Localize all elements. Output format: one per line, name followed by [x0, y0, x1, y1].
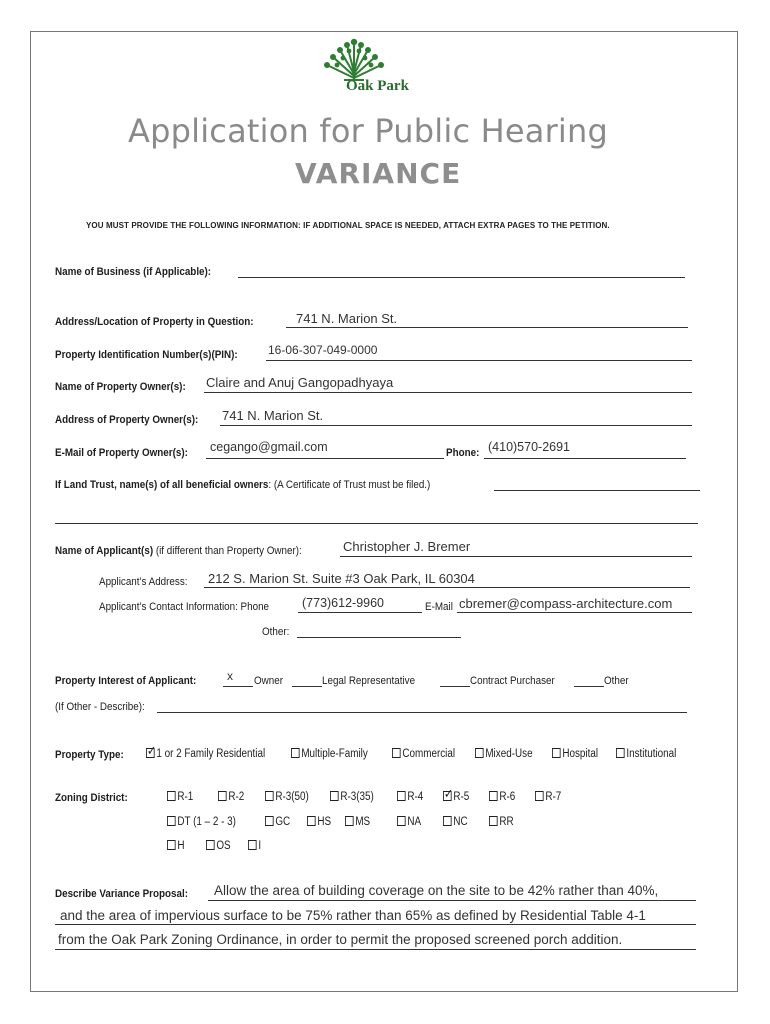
address-value: 741 N. Marion St.: [296, 311, 398, 326]
zoning-option-label: MS: [355, 816, 371, 828]
zoning-option[interactable]: [535, 791, 561, 803]
property-type-checkbox[interactable]: [146, 748, 155, 758]
interest-label: Property Interest of Applicant:: [55, 675, 197, 687]
zoning-option-label: GC: [275, 816, 291, 828]
property-type-option-label: Mixed-Use: [485, 748, 533, 760]
property-type-option[interactable]: [291, 748, 368, 760]
zoning-option[interactable]: [248, 840, 261, 852]
zoning-option-label: NA: [407, 816, 422, 828]
zoning-checkbox[interactable]: [345, 816, 354, 826]
variance-line-2: and the area of impervious surface to be 75% rather than 65% as defined by Residential Table 4-1: [60, 908, 646, 923]
zoning-option-label: H: [177, 840, 185, 852]
land-trust-input[interactable]: [494, 490, 700, 491]
oak-park-tree-logo: [318, 36, 390, 82]
property-type-option-label: Institutional: [626, 748, 677, 760]
zoning-option[interactable]: [167, 840, 184, 852]
owner-value: Claire and Anuj Gangopadhyaya: [206, 375, 394, 390]
zoning-checkbox[interactable]: [248, 840, 257, 850]
owner-label: Name of Property Owner(s):: [55, 381, 186, 393]
pin-label: Property Identification Number(s)(PIN):: [55, 349, 238, 361]
zoning-option-label: R-6: [499, 791, 516, 803]
zoning-checkbox[interactable]: [167, 816, 176, 826]
contact-label: Applicant’s Contact Information: Phone: [99, 601, 270, 613]
page-title: Application for Public Hearing: [128, 112, 609, 150]
zoning-option-label: R-7: [545, 791, 562, 803]
business-input[interactable]: [238, 277, 685, 278]
property-type-checkbox[interactable]: [291, 748, 300, 758]
zoning-option[interactable]: [443, 791, 469, 803]
zoning-option[interactable]: [265, 791, 309, 803]
contact-phone-input[interactable]: [298, 612, 422, 613]
interest-other-label: Other: [604, 675, 629, 687]
phone-label: Phone:: [446, 447, 480, 459]
zoning-checkbox[interactable]: [218, 791, 227, 801]
page-subtitle: VARIANCE: [295, 157, 462, 190]
owner-email-input[interactable]: [206, 458, 444, 459]
property-type-option[interactable]: [475, 748, 533, 760]
zoning-option[interactable]: [489, 791, 515, 803]
address-label: Address/Location of Property in Question:: [55, 316, 254, 328]
property-type-checkbox[interactable]: [392, 748, 401, 758]
zoning-option-label: NC: [453, 816, 468, 828]
zoning-option-label: HS: [317, 816, 332, 828]
zoning-option[interactable]: [307, 816, 331, 828]
property-type-checkbox[interactable]: [616, 748, 625, 758]
zoning-option-label: R-5: [453, 791, 470, 803]
interest-owner-label: Owner: [254, 675, 283, 687]
pin-value: 16-06-307-049-0000: [268, 343, 378, 357]
variance-input-2[interactable]: [55, 924, 696, 925]
zoning-option-label: R-2: [228, 791, 245, 803]
owner-input[interactable]: [204, 392, 692, 393]
property-type-option[interactable]: [616, 748, 676, 760]
zoning-option[interactable]: [489, 816, 514, 828]
zoning-option[interactable]: [167, 791, 193, 803]
email-label: E-Mail: [425, 601, 453, 613]
phone-value: (410)570-2691: [488, 440, 571, 454]
describe-other-input[interactable]: [157, 712, 687, 713]
zoning-label: Zoning District:: [55, 792, 128, 804]
zoning-checkbox[interactable]: [489, 791, 498, 801]
applicant-address-value: 212 S. Marion St. Suite #3 Oak Park, IL 60304: [208, 571, 475, 586]
contact-phone-value: (773)612-9960: [302, 596, 385, 610]
zoning-option[interactable]: [218, 791, 244, 803]
zoning-option[interactable]: [265, 816, 290, 828]
zoning-checkbox[interactable]: [397, 791, 406, 801]
zoning-option[interactable]: [443, 816, 468, 828]
zoning-checkbox[interactable]: [397, 816, 406, 826]
other-label: Other:: [262, 626, 290, 638]
variance-line-3: from the Oak Park Zoning Ordinance, in order to permit the proposed screened porch addition.: [58, 932, 623, 947]
interest-contract-blank[interactable]: [440, 686, 470, 687]
property-type-option-label: Hospital: [562, 748, 599, 760]
zoning-option-label: DT (1 – 2 - 3): [177, 816, 236, 828]
zoning-checkbox[interactable]: [167, 840, 176, 850]
property-type-checkbox[interactable]: [552, 748, 561, 758]
applicant-address-input[interactable]: [204, 587, 690, 588]
variance-input-1[interactable]: [208, 900, 696, 901]
zoning-option-label: R-4: [407, 791, 424, 803]
property-type-option-label: Multiple-Family: [301, 748, 368, 760]
interest-other-blank[interactable]: [574, 686, 604, 687]
property-type-option[interactable]: [146, 748, 265, 760]
zoning-option-label: I: [258, 840, 262, 852]
interest-legal-blank[interactable]: [292, 686, 322, 687]
variance-line-1: Allow the area of building coverage on the site to be 42% rather than 40%,: [214, 883, 659, 898]
applicant-value: Christopher J. Bremer: [343, 539, 471, 554]
zoning-checkbox[interactable]: [489, 816, 498, 826]
address-input[interactable]: [286, 327, 688, 328]
zoning-option[interactable]: [397, 791, 423, 803]
logo-text: Oak Park: [346, 78, 409, 94]
owner-email-label: E-Mail of Property Owner(s):: [55, 447, 188, 459]
zoning-option[interactable]: [167, 816, 236, 828]
owner-address-input[interactable]: [220, 425, 692, 426]
interest-legal-label: Legal Representative: [322, 675, 416, 687]
zoning-option[interactable]: [330, 791, 374, 803]
zoning-option[interactable]: [345, 816, 370, 828]
zoning-checkbox[interactable]: [330, 791, 339, 801]
property-type-option[interactable]: [392, 748, 455, 760]
business-label: Name of Business (if Applicable):: [55, 266, 212, 278]
zoning-option-label: RR: [499, 816, 514, 828]
property-type-option-label: Commercial: [402, 748, 456, 760]
interest-contract-label: Contract Purchaser: [470, 675, 555, 687]
variance-label: Describe Variance Proposal:: [55, 888, 188, 900]
contact-email-value: cbremer@compass-architecture.com: [459, 596, 673, 611]
zoning-checkbox[interactable]: [206, 840, 215, 850]
interest-owner-mark: x: [227, 669, 233, 683]
owner-address-label: Address of Property Owner(s):: [55, 414, 199, 426]
zoning-checkbox[interactable]: [307, 816, 316, 826]
contact-email-input[interactable]: [457, 612, 692, 613]
zoning-option-label: OS: [216, 840, 231, 852]
zoning-option-label: R-3(50): [275, 791, 309, 803]
zoning-option[interactable]: [397, 816, 421, 828]
interest-owner-blank[interactable]: [223, 686, 253, 687]
zoning-option-label: R-1: [177, 791, 194, 803]
notice-text: YOU MUST PROVIDE THE FOLLOWING INFORMATION: IF ADDITIONAL SPACE IS NEEDED, ATTACH EXTRA PAGES TO THE PETITION.: [86, 221, 610, 230]
zoning-option[interactable]: [206, 840, 231, 852]
property-type-option[interactable]: [552, 748, 598, 760]
variance-input-3[interactable]: [55, 949, 696, 950]
zoning-checkbox[interactable]: [265, 816, 274, 826]
describe-other-label: (If Other - Describe):: [55, 701, 145, 713]
zoning-checkbox[interactable]: [443, 816, 452, 826]
owner-address-value: 741 N. Marion St.: [222, 408, 324, 423]
land-trust-label: If Land Trust, name(s) of all beneficial owners: (A Certificate of Trust must be filed.): [55, 479, 431, 491]
zoning-option-label: R-3(35): [340, 791, 374, 803]
zoning-checkbox[interactable]: [443, 791, 452, 801]
applicant-address-label: Applicant’s Address:: [99, 576, 188, 588]
property-type-checkbox[interactable]: [475, 748, 484, 758]
zoning-checkbox[interactable]: [167, 791, 176, 801]
pin-input[interactable]: [266, 360, 692, 361]
other-input[interactable]: [297, 637, 461, 638]
zoning-checkbox[interactable]: [535, 791, 544, 801]
applicant-input[interactable]: [340, 556, 692, 557]
owner-email-value: cegango@gmail.com: [210, 440, 328, 454]
property-type-label: Property Type:: [55, 749, 124, 761]
property-type-option-label: 1 or 2 Family Residential: [156, 748, 266, 760]
phone-input[interactable]: [484, 458, 686, 459]
applicant-label: Name of Applicant(s) (if different than Property Owner):: [55, 545, 302, 557]
land-trust-input-2[interactable]: [55, 523, 698, 524]
zoning-checkbox[interactable]: [265, 791, 274, 801]
